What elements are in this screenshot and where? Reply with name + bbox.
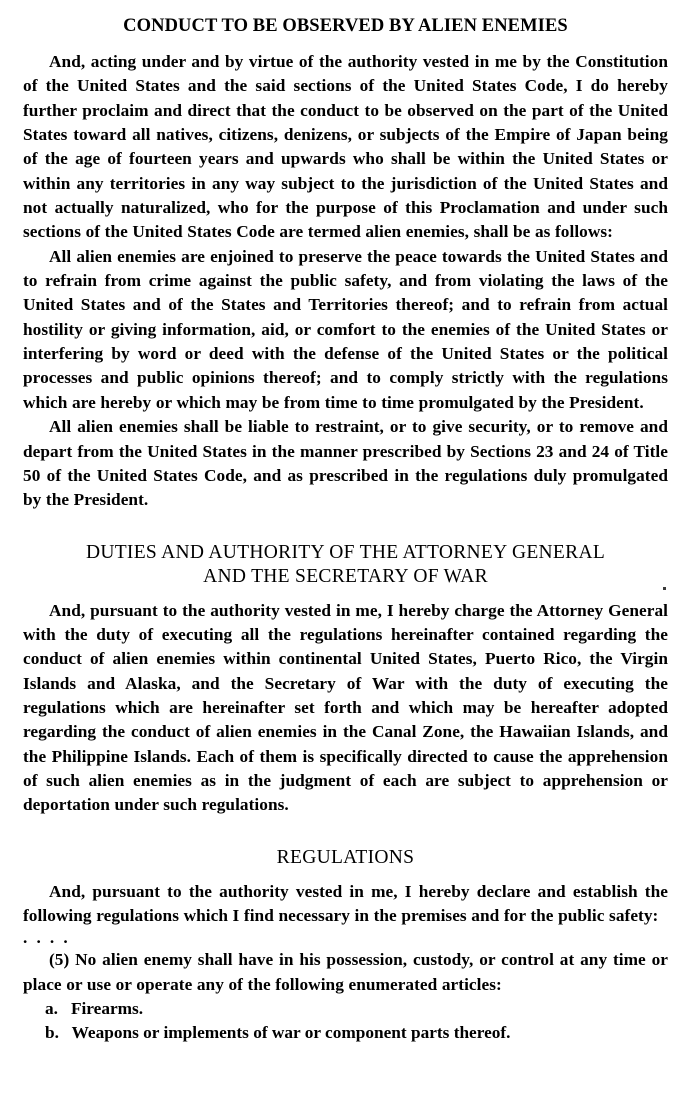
- regulation-subitem-b: [23, 1021, 668, 1045]
- regulation-subitem-b-text: Weapons or implements of war or component parts thereof.: [71, 1023, 511, 1043]
- paragraph-conduct-3: All alien enemies shall be liable to restraint, or to give security, or to remove and depart from the United States in the manner prescribed by Sections 23 and 24 of Title 50 of the United States Code, and as prescribed in the regulations duly promulgated by the President.: [23, 417, 668, 510]
- regulation-subitem-b-marker: b.: [45, 1023, 59, 1043]
- section-heading-regulations: REGULATIONS: [276, 846, 415, 868]
- regulation-item-5: (5) No alien enemy shall have in his possession, custody, or control at any time or place or use or operate any of the following enumerated articles:: [23, 950, 668, 994]
- regulation-subitem-a-text: Firearms.: [70, 999, 144, 1018]
- top-spacer: [23, 0, 668, 14]
- regulation-subitem-a: [23, 997, 668, 1021]
- paragraph-conduct-1: And, acting under and by virtue of the authority vested in me by the Constitution of the United States and the said sections of the United States Code, I do hereby further proclaim and direct that the conduct to be observed on the part of the United States toward all natives, citizens, denizens, or subjects of the Empire of Japan being of the age of fourteen years and upwards who shall be within the United States or within any territories in any way subject to the jurisdiction of the United States and not actually naturalized, who for the purpose of this Proclamation and under such sections of the United States Code are termed alien enemies, shall be as follows:: [23, 52, 668, 242]
- paragraph-conduct-2: All alien enemies are enjoined to preserve the peace towards the United States and to refrain from crime against the public safety, and from violating the laws of the United States and of the States and Territories thereof; and to refrain from actual hostility or giving information, aid, or comfort to the enemies of the United States or interfering by word or deed with the defense of the United States or the political processes and public opinions thereof; and to comply strictly with the regulations which are hereby or which may be from time to time promulgated by the President.: [23, 246, 668, 412]
- section-heading-conduct: CONDUCT TO BE OBSERVED BY ALIEN ENEMIES: [123, 16, 568, 36]
- omission-ellipsis: . . . .: [23, 928, 71, 948]
- section-heading-duties-line1: DUTIES AND AUTHORITY OF THE ATTORNEY GENERAL: [85, 541, 606, 563]
- scan-artifact-speck: [663, 587, 666, 590]
- paragraph-regulations-1: And, pursuant to the authority vested in me, I hereby declare and establish the following regulations which I find necessary in the premises and for the public safety:: [23, 881, 668, 925]
- paragraph-duties-1: And, pursuant to the authority vested in me, I hereby charge the Attorney General with the duty of executing all the regulations hereinafter contained regarding the conduct of alien enemies within continental United States, Puerto Rico, the Virgin Islands and Alaska, and the Secretary of War with the duty of executing the regulations which are hereinafter set forth and which may be hereafter adopted regarding the conduct of alien enemies in the Canal Zone, the Hawaiian Islands, and the Philippine Islands. Each of them is specifically directed to cause the apprehension of such alien enemies as in the judgment of each are subject to apprehension or deportation under such regulations.: [23, 600, 668, 815]
- regulation-subitem-a-marker: a.: [45, 999, 58, 1018]
- section-heading-duties-line2: AND THE SECRETARY OF WAR: [203, 565, 488, 587]
